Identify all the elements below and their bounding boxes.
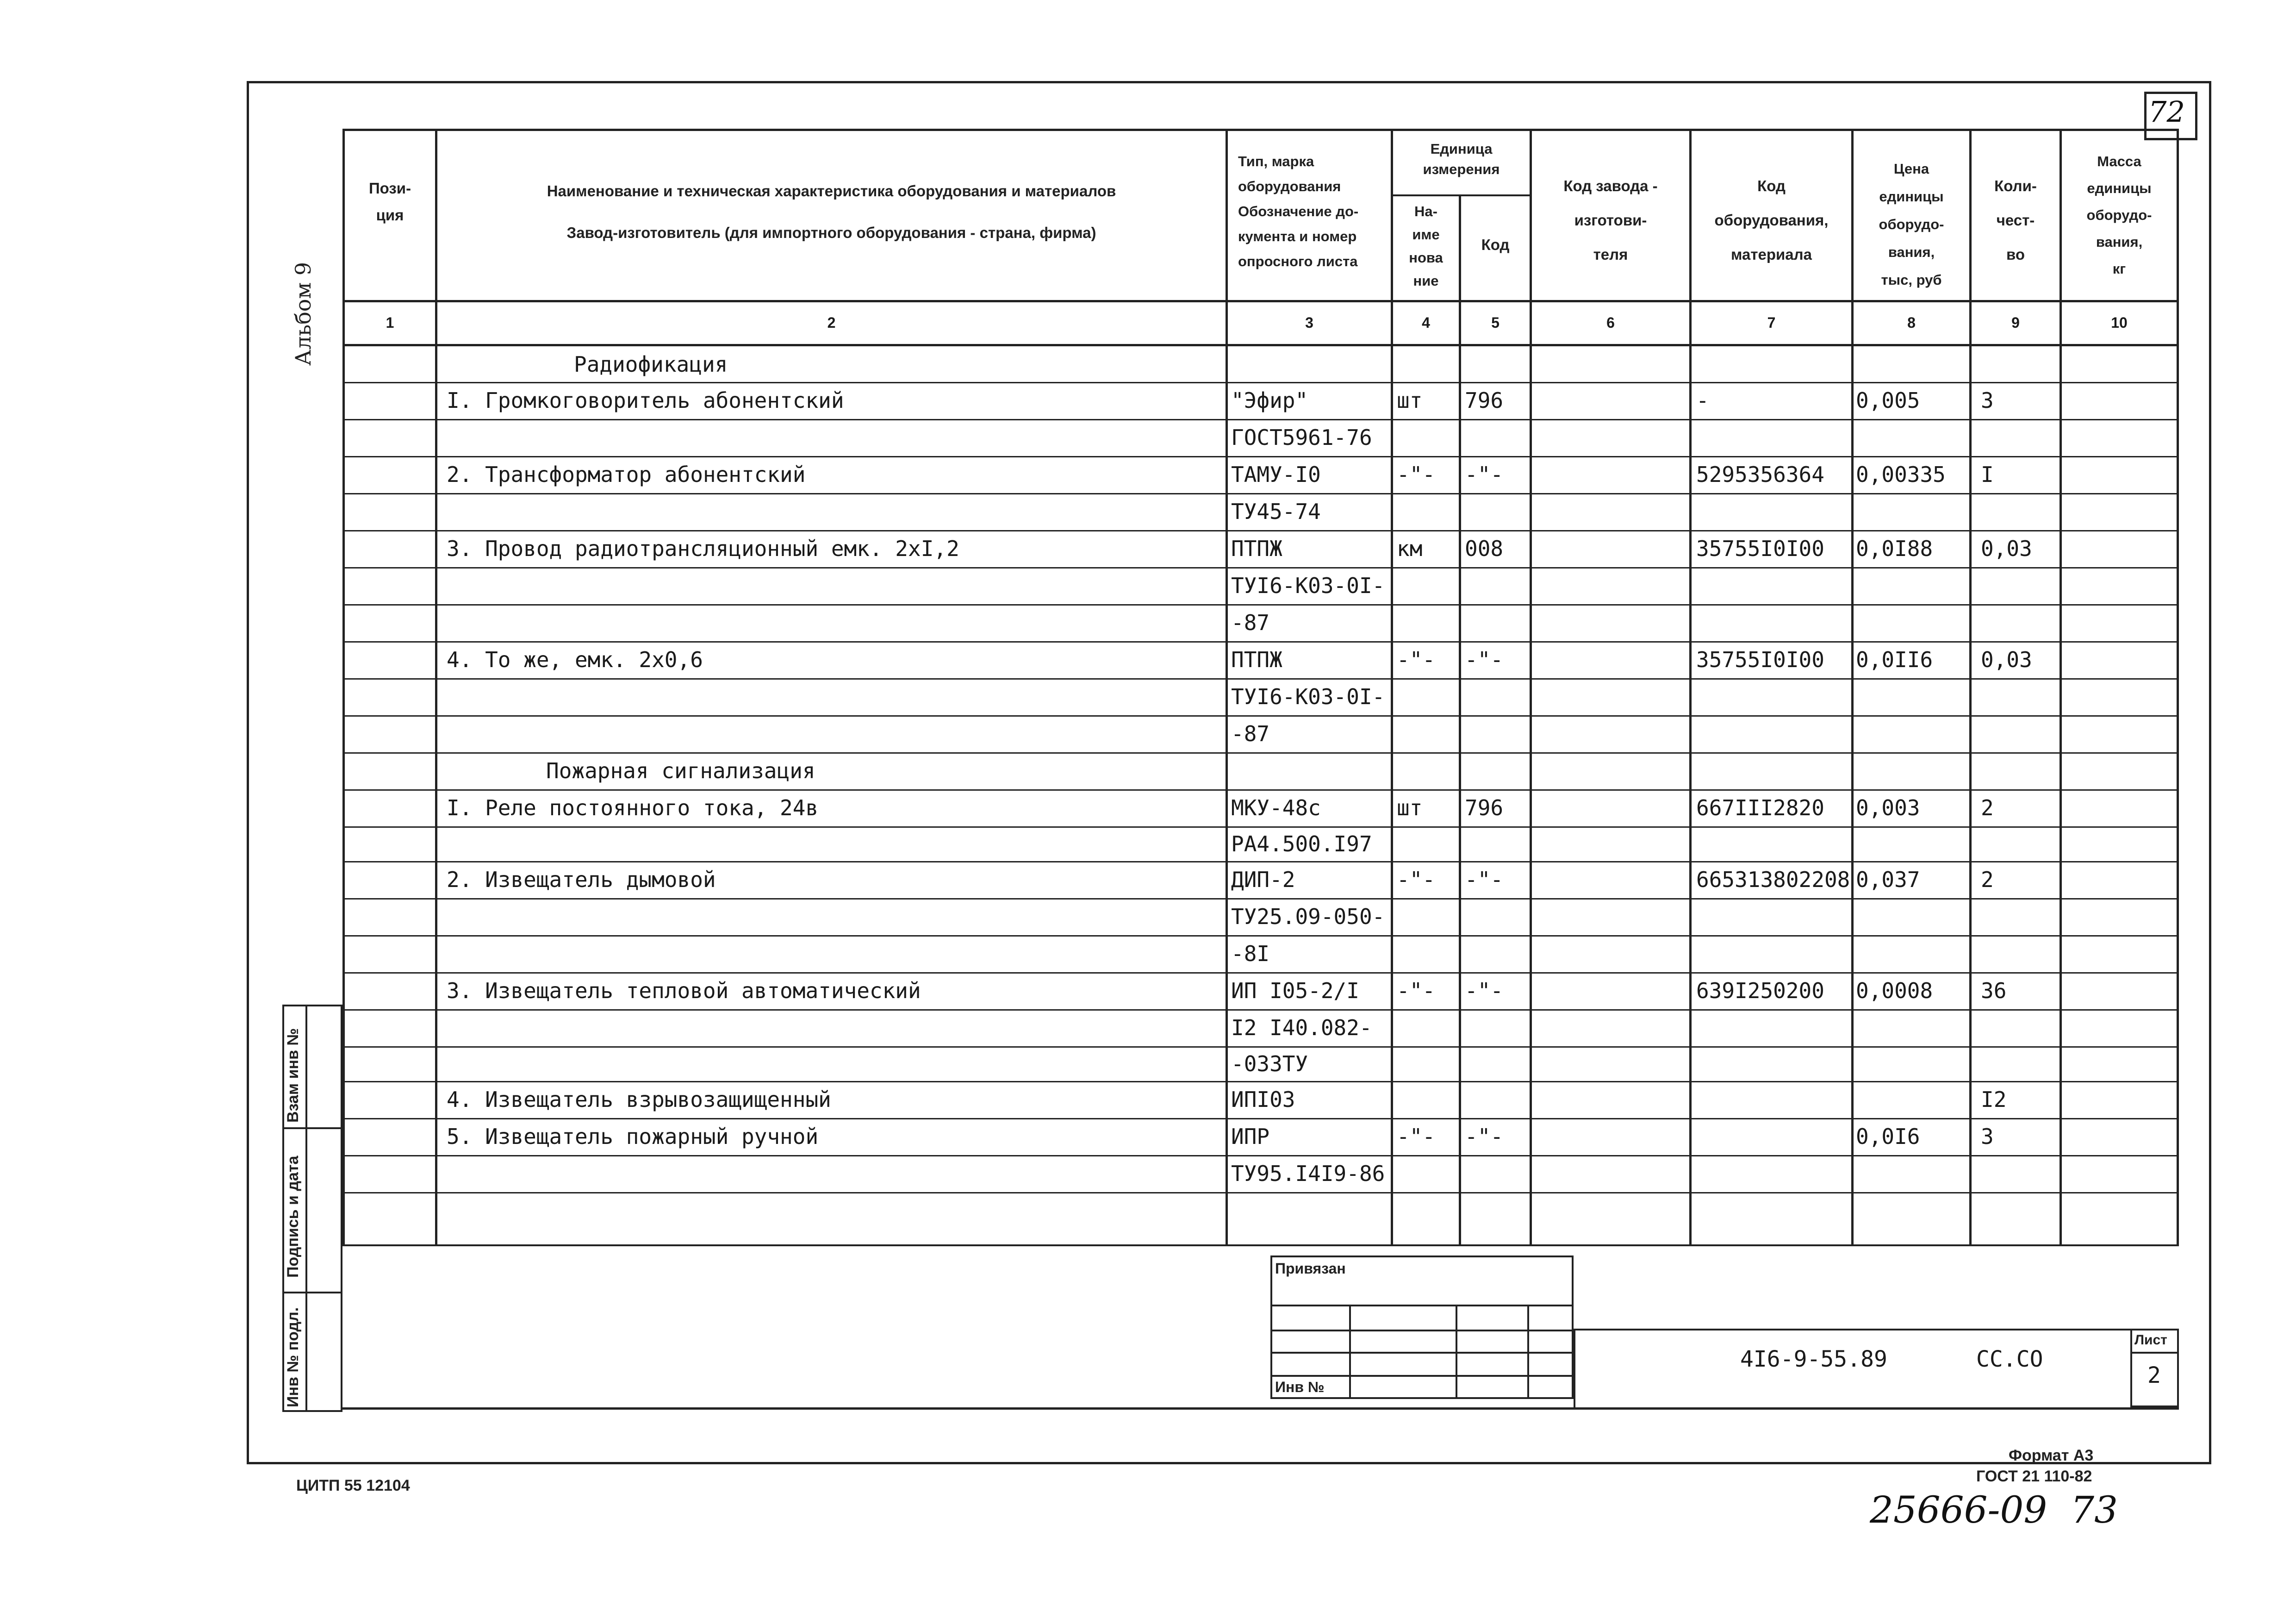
cell-unit-code: 796	[1465, 795, 1504, 820]
cell-type: ИПР	[1231, 1124, 1270, 1149]
cell-code: 66531З802208	[1696, 867, 1850, 892]
sheet-label: Лист	[2134, 1332, 2167, 1348]
cell-unit-code: -"-	[1465, 1124, 1504, 1149]
cell-type: ГОСТ5961-76	[1231, 425, 1372, 450]
cell-unit-code: -"-	[1465, 462, 1504, 487]
cell-unit-code: -"-	[1465, 867, 1504, 892]
cell-name: 2. Извещатель дымовой	[447, 867, 716, 892]
cell-price: 0,0I6	[1856, 1124, 1920, 1149]
cell-type: ТУI6-К03-0I-	[1231, 573, 1385, 598]
cell-type: ТУ95.I4I9-86	[1231, 1161, 1385, 1186]
column-number: 2	[827, 314, 836, 331]
cell-name: 4. То же, емк. 2х0,6	[447, 647, 703, 672]
cell-unit: шт	[1397, 388, 1423, 413]
column-number: 9	[2011, 314, 2020, 331]
cell-type: I2 I40.082-	[1231, 1015, 1372, 1040]
cell-qty: 2	[1981, 867, 1994, 892]
gost-label: ГОСТ 21 110-82	[1976, 1468, 2092, 1485]
cell-unit-code: 796	[1465, 388, 1504, 413]
cell-price: 0,005	[1856, 388, 1920, 413]
cell-name: 3. Извещатель тепловой автоматический	[447, 978, 921, 1003]
cell-name: 2. Трансформатор абонентский	[447, 462, 806, 487]
header-mass: Масса единицы оборудо- вания, кг	[2086, 153, 2152, 277]
cell-price: 0,00335	[1856, 462, 1946, 487]
header-equipment-code: Код оборудования, материала	[1714, 177, 1829, 263]
cell-code: 639I250200	[1696, 978, 1824, 1003]
cell-price: 0,0I88	[1856, 536, 1933, 561]
cell-type: ТУ25.09-050-	[1231, 904, 1385, 929]
binding-label: Привязан	[1275, 1260, 1346, 1277]
format-label: Формат А3	[2009, 1447, 2094, 1464]
cell-price: 0,037	[1856, 867, 1920, 892]
cell-qty: 0,03	[1981, 536, 2032, 561]
cell-price: 0,0008	[1856, 978, 1933, 1003]
cell-type: ТУI6-К03-0I-	[1231, 684, 1385, 709]
column-number: 5	[1491, 314, 1500, 331]
cell-unit-code: 008	[1465, 536, 1504, 561]
column-number: 3	[1305, 314, 1313, 331]
column-number: 7	[1767, 314, 1776, 331]
print-code: ЦИТП 55 12104	[296, 1477, 410, 1494]
cell-type: ТУ45-74	[1231, 499, 1321, 524]
sheet-number: 2	[2147, 1362, 2161, 1388]
cell-unit: -"-	[1397, 1124, 1436, 1149]
cell-type: ИП I05-2/I	[1231, 978, 1359, 1003]
cell-code: 5295356364	[1696, 462, 1824, 487]
cell-type: ПТПЖ	[1231, 536, 1282, 561]
cell-type: ИПI03	[1231, 1087, 1295, 1112]
cell-qty: I2	[1981, 1087, 2007, 1112]
binding-inventory-label: Инв №	[1275, 1379, 1325, 1395]
document-code: 4I6-9-55.89	[1740, 1346, 1887, 1372]
cell-unit: -"-	[1397, 867, 1436, 892]
column-number: 8	[1907, 314, 1916, 331]
header-position: Пози- ция	[368, 180, 411, 224]
cell-code: -	[1696, 388, 1709, 413]
column-number: 1	[386, 314, 394, 331]
cell-unit: -"-	[1397, 647, 1436, 672]
cell-qty: 36	[1981, 978, 2007, 1003]
album-label: Альбом 9	[291, 262, 316, 366]
cell-qty: I	[1981, 462, 1994, 487]
cell-type: -8I	[1231, 941, 1270, 966]
header-unit-code: Код	[1481, 236, 1510, 253]
cell-price: 0,0II6	[1856, 647, 1933, 672]
column-number: 4	[1422, 314, 1430, 331]
cell-type: ТАМУ-I0	[1231, 462, 1321, 487]
cell-code: 35755I0I00	[1696, 536, 1824, 561]
cell-name: 5. Извещатель пожарный ручной	[447, 1124, 819, 1149]
cell-unit: -"-	[1397, 978, 1436, 1003]
header-manufacturer-code: Код завода - изготови- теля	[1563, 177, 1658, 263]
header-type: Тип, марка оборудования Обозначение до- кумента и номер опросного листа	[1238, 153, 1359, 269]
cell-type: -033ТУ	[1231, 1051, 1308, 1076]
header-unit-name: На- име нова ние	[1409, 203, 1443, 289]
replacement-inventory-label: Взам инв №	[284, 1028, 302, 1123]
cell-type: РА4.500.I97	[1231, 831, 1372, 856]
original-inventory-label: Инв № подл.	[284, 1307, 302, 1407]
cell-qty: 2	[1981, 795, 1994, 820]
cell-type: ПТПЖ	[1231, 647, 1282, 672]
column-number: 10	[2111, 314, 2128, 331]
cell-type: ДИП-2	[1231, 867, 1295, 892]
cell-qty: 0,03	[1981, 647, 2032, 672]
cell-name: Радиофикация	[574, 351, 728, 377]
cell-price: 0,003	[1856, 795, 1920, 820]
cell-code: 35755I0I00	[1696, 647, 1824, 672]
cell-qty: 3	[1981, 388, 1994, 413]
cell-unit-code: -"-	[1465, 647, 1504, 672]
cell-qty: 3	[1981, 1124, 1994, 1149]
cell-unit: км	[1397, 536, 1423, 561]
corner-number: 72	[2148, 95, 2185, 129]
header-name: Наименование и техническая характеристика оборудования и материалов Завод-изготовитель (для импортного оборудования - страна, фирма)	[547, 182, 1116, 241]
signature-date-label: Подпись и дата	[284, 1156, 302, 1278]
header-price: Цена единицы оборудо- вания, тыс, руб	[1879, 161, 1944, 288]
header-quantity: Коли- чест- во	[1994, 177, 2037, 263]
cell-name: Пожарная сигнализация	[546, 758, 815, 783]
bottom-frame-line	[342, 1407, 2179, 1410]
cell-unit: шт	[1397, 795, 1423, 820]
cell-unit-code: -"-	[1465, 978, 1504, 1003]
cell-name: 3. Провод радиотрансляционный емк. 2хI,2	[447, 536, 959, 561]
cell-name: I. Громкоговоритель абонентский	[447, 388, 844, 413]
header-unit-group: Единица измерения	[1423, 141, 1500, 177]
cell-name: I. Реле постоянного тока, 24в	[447, 795, 819, 820]
cell-type: -87	[1231, 610, 1270, 635]
cell-code: 667III2820	[1696, 795, 1824, 820]
handwritten-number: 25666-09 73	[1870, 1488, 2118, 1531]
cell-type: МКУ-48с	[1231, 795, 1321, 820]
column-number: 6	[1606, 314, 1615, 331]
section-code: СС.СО	[1976, 1346, 2043, 1372]
cell-name: 4. Извещатель взрывозащищенный	[447, 1087, 831, 1112]
title-block-top-line	[342, 1244, 2179, 1246]
cell-type: "Эфир"	[1231, 388, 1308, 413]
cell-unit: -"-	[1397, 462, 1436, 487]
cell-type: -87	[1231, 721, 1270, 746]
